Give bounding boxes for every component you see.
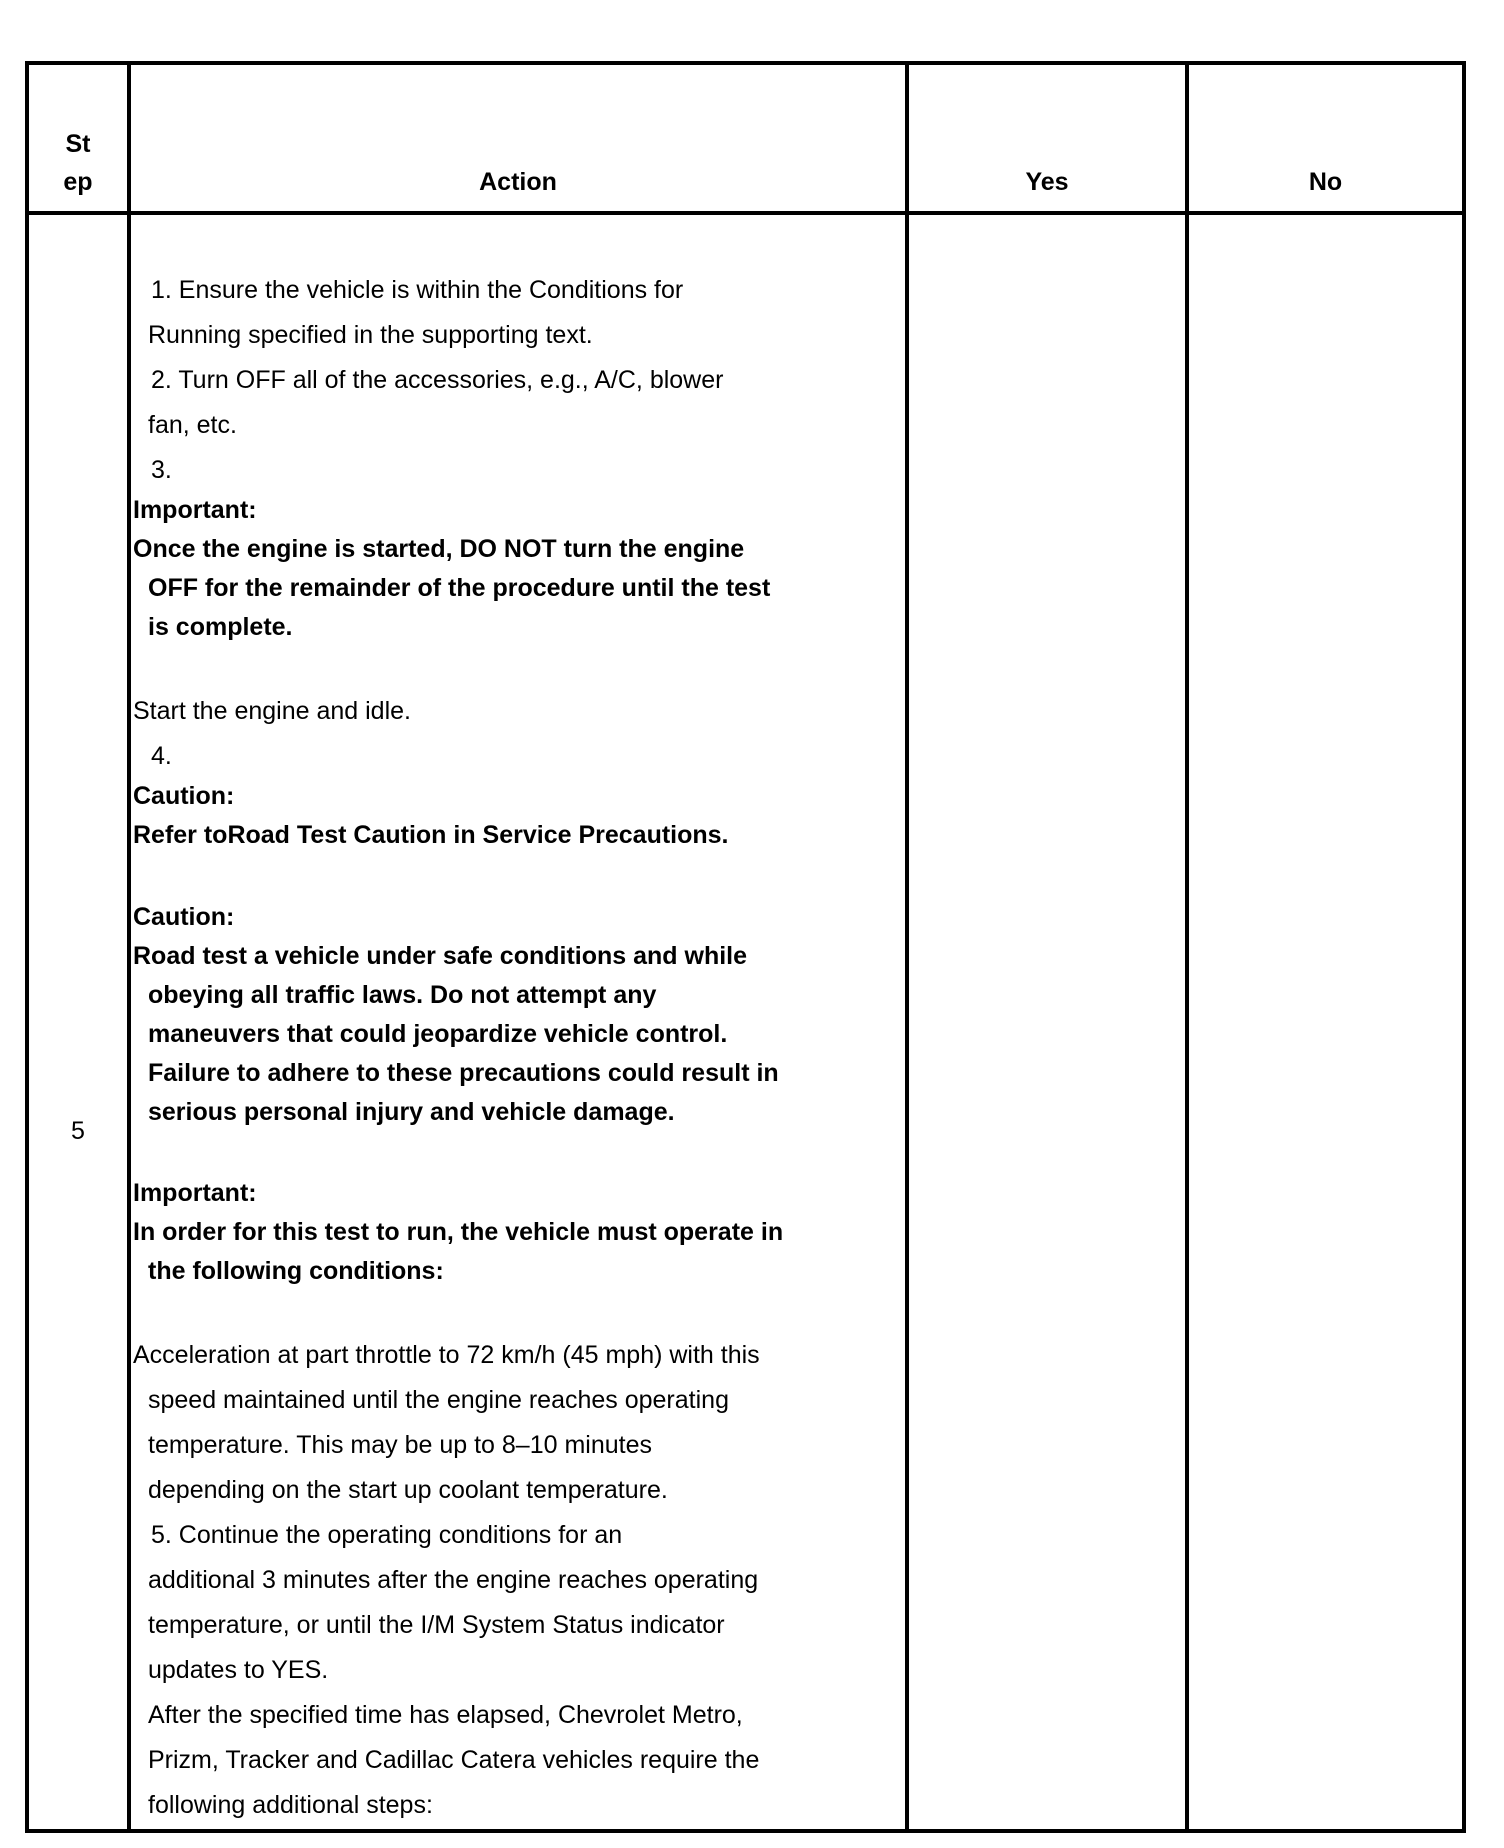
action-line: Prizm, Tracker and Cadillac Catera vehicles require the — [148, 1746, 760, 1774]
action-line: temperature, or until the I/M System Status indicator — [148, 1611, 725, 1639]
action-line: temperature. This may be up to 8–10 minutes — [148, 1431, 652, 1459]
action-line: In order for this test to run, the vehicle must operate in — [133, 1218, 784, 1246]
action-line: serious personal injury and vehicle damage. — [148, 1098, 675, 1126]
action-line: is complete. — [148, 613, 293, 641]
action-line: Important: — [133, 496, 257, 524]
header-step — [29, 125, 127, 201]
action-line: After the specified time has elapsed, Chevrolet Metro, — [148, 1701, 743, 1729]
action-line: following additional steps: — [148, 1791, 433, 1819]
action-line: Refer toRoad Test Caution in Service Precautions. — [133, 821, 729, 849]
action-line: 5. Continue the operating conditions for an — [151, 1521, 623, 1549]
header-step-line2: ep — [63, 168, 93, 196]
header-step-line1: St — [65, 130, 91, 158]
header-yes: Yes — [1025, 168, 1069, 196]
action-line: Road test a vehicle under safe conditions and while — [133, 942, 748, 970]
step-number: 5 — [71, 1117, 85, 1145]
action-line: obeying all traffic laws. Do not attempt any — [148, 981, 657, 1009]
column-divider-yes — [1185, 65, 1189, 1829]
action-line: Caution: — [133, 903, 235, 931]
diagnostic-table — [25, 61, 1466, 1833]
action-line: Start the engine and idle. — [133, 697, 411, 725]
action-line: the following conditions: — [148, 1257, 444, 1285]
action-line: 1. Ensure the vehicle is within the Conditions for — [151, 276, 684, 304]
header-no: No — [1308, 168, 1343, 196]
header-divider — [29, 211, 1462, 215]
action-line: speed maintained until the engine reaches operating — [148, 1386, 729, 1414]
action-line: 3. — [151, 456, 172, 484]
action-line: OFF for the remainder of the procedure until the test — [148, 574, 771, 602]
action-line: maneuvers that could jeopardize vehicle control. — [148, 1020, 728, 1048]
action-line: Failure to adhere to these precautions could result in — [148, 1059, 779, 1087]
header-action: Action — [479, 168, 557, 196]
action-line: Acceleration at part throttle to 72 km/h (45 mph) with this — [133, 1341, 760, 1369]
action-line: Once the engine is started, DO NOT turn the engine — [133, 535, 745, 563]
action-line: Important: — [133, 1179, 257, 1207]
action-line: additional 3 minutes after the engine reaches operating — [148, 1566, 759, 1594]
action-line: depending on the start up coolant temperature. — [148, 1476, 668, 1504]
action-line: fan, etc. — [148, 411, 237, 439]
action-line: Caution: — [133, 782, 235, 810]
column-divider-step — [127, 65, 131, 1829]
action-line: updates to YES. — [148, 1656, 329, 1684]
column-divider-action — [905, 65, 909, 1829]
action-line: 4. — [151, 742, 172, 770]
action-line: Running specified in the supporting text. — [148, 321, 593, 349]
action-line: 2. Turn OFF all of the accessories, e.g., A/C, blower — [151, 366, 724, 394]
